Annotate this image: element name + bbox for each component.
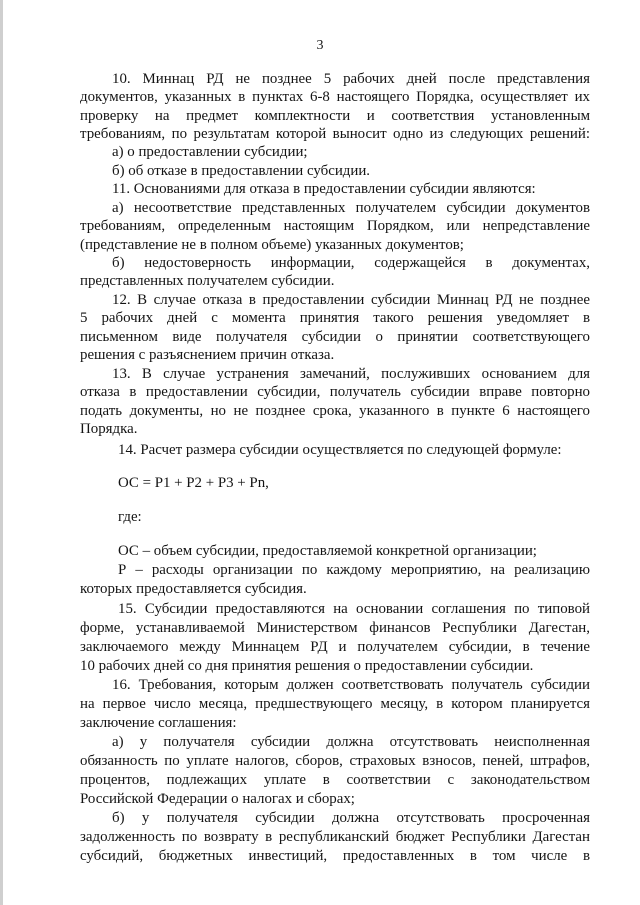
text-line: (представление не в полном объеме) указанных документов; [80, 237, 464, 253]
formula: ОС = Р1 + Р2 + Р3 + Рn, [118, 475, 269, 491]
text-line: задолженность по возврату в республиканский бюджет Республики Дагестан [80, 829, 590, 845]
text-line: 11. Основаниями для отказа в предоставлении субсидии являются: [112, 181, 536, 197]
scan-edge [0, 0, 3, 905]
text-line: 13. В случае устранения замечаний, послуживших основанием для [112, 366, 590, 382]
text-line: а) о предоставлении субсидии; [112, 144, 308, 160]
text-line: б) об отказе в предоставлении субсидии. [112, 163, 371, 179]
page-number: 3 [316, 38, 324, 53]
text-line: где: [118, 509, 142, 525]
text-line: проверку на предмет комплектности и соответствия установленным [80, 108, 590, 124]
text-line: 14. Расчет размера субсидии осуществляется по следующей формуле: [118, 442, 562, 458]
text-line: которых предоставляется субсидия. [80, 581, 307, 597]
text-line: на первое число месяца, предшествующего месяцу, в котором планируется [80, 696, 590, 712]
text-line: требованиям, определенным настоящим Порядком, или непредставление [80, 218, 590, 234]
text-line: форме, устанавливаемой Министерством финансов Республики Дагестан, [80, 620, 590, 636]
text-line: документов, указанных в пунктах 6-8 настоящего Порядка, осуществляет их [80, 89, 590, 105]
text-line: 5 рабочих дней с момента принятия такого решения уведомляет в [80, 310, 590, 326]
text-line: процентов, подлежащих уплате в соответствии с законодательством [80, 772, 590, 788]
text-line: заключение соглашения: [80, 715, 237, 731]
text-line: представленных получателем субсидии. [80, 273, 335, 289]
text-line: Порядка. [80, 421, 138, 437]
text-line: требованиям, по результатам которой выносит одно из следующих решений: [80, 126, 590, 142]
text-line: отказа в предоставлении субсидии, получатель субсидии вправе повторно [80, 384, 590, 400]
text-line: заключаемого между Миннацем РД и получателем субсидии, в течение [80, 639, 590, 655]
text-line: подать документы, но не позднее срока, указанного в пункте 6 настоящего [80, 403, 590, 419]
text-line: Р – расходы организации по каждому мероприятию, на реализацию [118, 562, 590, 578]
text-line: а) у получателя субсидии должна отсутствовать неисполненная [112, 734, 590, 750]
text-line: письменном виде получателя субсидии о принятии соответствующего [80, 329, 590, 345]
text-line: решения с разъяснением причин отказа. [80, 347, 335, 363]
text-line: б) недостоверность информации, содержащейся в документах, [112, 255, 590, 271]
text-line: 16. Требования, которым должен соответствовать получатель субсидии [112, 677, 590, 693]
text-line: а) несоответствие представленных получателем субсидии документов [112, 200, 590, 216]
text-line: Российской Федерации о налогах и сборах; [80, 791, 355, 807]
text-line: 10 рабочих дней со дня принятия решения о предоставлении субсидии. [80, 658, 534, 674]
text-line: субсидий, бюджетных инвестиций, предоставленных в том числе в [80, 848, 590, 864]
text-line: обязанность по уплате налогов, сборов, страховых взносов, пеней, штрафов, [80, 753, 590, 769]
text-line: 10. Миннац РД не позднее 5 рабочих дней после представления [112, 71, 590, 87]
text-line: ОС – объем субсидии, предоставляемой конкретной организации; [118, 543, 537, 559]
text-line: б) у получателя субсидии должна отсутствовать просроченная [112, 810, 590, 826]
text-line: 12. В случае отказа в предоставлении субсидии Миннац РД не позднее [112, 292, 590, 308]
text-line: 15. Субсидии предоставляются на основании соглашения по типовой [118, 601, 590, 617]
